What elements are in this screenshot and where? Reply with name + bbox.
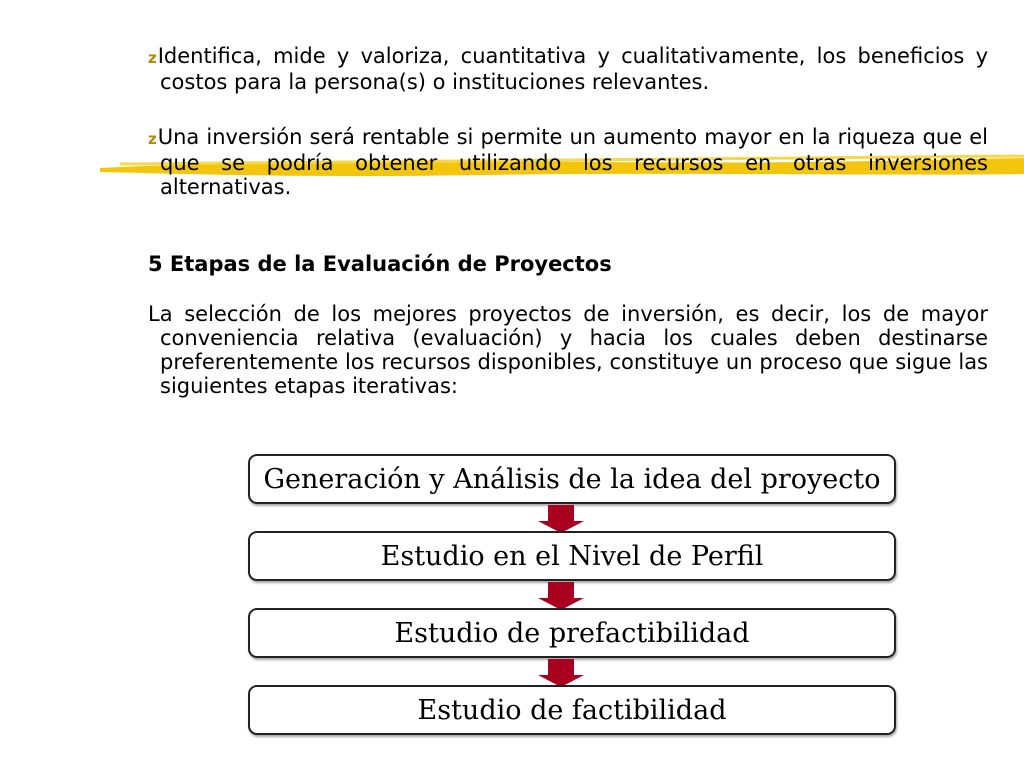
down-arrow-icon xyxy=(536,505,586,533)
bullet-item-2 xyxy=(148,125,988,199)
flow-step-4: Estudio de factibilidad xyxy=(248,685,896,735)
flow-step-3: Estudio de prefactibilidad xyxy=(248,608,896,658)
bullet-item-1 xyxy=(148,44,988,94)
z-bullet-icon: z xyxy=(148,49,157,67)
flow-step-1: Generación y Análisis de la idea del proyecto xyxy=(248,454,896,504)
down-arrow-icon xyxy=(536,659,586,687)
bullet-text-1: Identifica, mide y valoriza, cuantitativa y cualitativamente, los beneficios y costos para la persona(s) o instituciones relevantes. xyxy=(157,44,988,94)
bullet-text-2: Una inversión será rentable si permite un aumento mayor en la riqueza que el que se podría obtener utilizando los recursos en otras inversiones alternativas. xyxy=(157,125,988,199)
down-arrow-icon xyxy=(536,582,586,610)
section-body: La selección de los mejores proyectos de inversión, es decir, los de mayor conveniencia relativa (evaluación) y hacia los cuales deben destinarse preferentemente los recursos disponibles, constituye un proceso que sigue las siguientes etapas iterativas: xyxy=(148,302,988,398)
z-bullet-icon: z xyxy=(148,130,157,148)
section-heading: 5 Etapas de la Evaluación de Proyectos xyxy=(148,252,612,276)
flow-step-2: Estudio en el Nivel de Perfil xyxy=(248,531,896,581)
